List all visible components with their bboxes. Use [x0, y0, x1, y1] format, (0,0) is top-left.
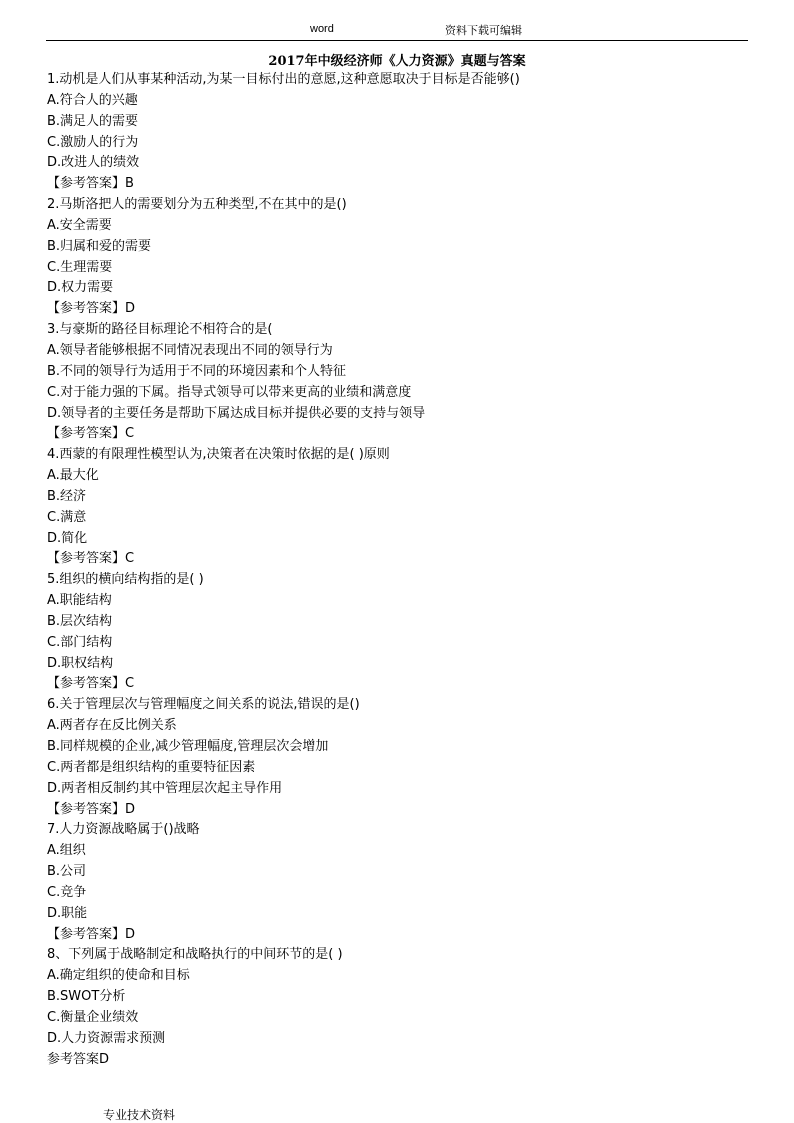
option-line: B.SWOT分析 [47, 989, 126, 1005]
question-line: 7.人力资源战略属于()战略 [47, 822, 200, 838]
question-line: 8、下列属于战略制定和战略执行的中间环节的是( ) [47, 947, 343, 963]
document-body [47, 70, 747, 1071]
option-line: C.激励人的行为 [47, 134, 139, 150]
answer-line: 参考答案D [47, 1051, 110, 1067]
option-line: A.最大化 [47, 468, 99, 484]
header-word-label: word [310, 23, 334, 35]
question-line: 3.与豪斯的路径目标理论不相符合的是( [47, 322, 273, 338]
answer-line: 【参考答案】C [47, 551, 135, 567]
option-line: A.安全需要 [47, 217, 112, 233]
option-line: C.衡量企业绩效 [47, 1009, 139, 1025]
page-footer: 专业技术资料 [103, 1108, 176, 1122]
option-line: D.职权结构 [47, 655, 114, 671]
option-line: A.领导者能够根据不同情况表现出不同的领导行为 [47, 342, 333, 358]
option-line: C.生理需要 [47, 259, 113, 275]
option-line: D.权力需要 [47, 280, 114, 296]
option-line: A.确定组织的使命和目标 [47, 968, 190, 984]
answer-line: 【参考答案】D [47, 301, 136, 317]
option-line: B.满足人的需要 [47, 113, 139, 129]
option-line: A.组织 [47, 843, 86, 859]
answer-line: 【参考答案】D [47, 801, 136, 817]
option-line: B.同样规模的企业,减少管理幅度,管理层次会增加 [47, 739, 329, 754]
option-line: B.公司 [47, 864, 87, 880]
option-line: C.部门结构 [47, 634, 113, 650]
question-line: 6.关于管理层次与管理幅度之间关系的说法,错误的是() [47, 697, 360, 713]
page-header [46, 22, 748, 41]
option-line: C.竞争 [47, 884, 87, 900]
option-line: D.领导者的主要任务是帮助下属达成目标并提供必要的支持与领导 [47, 405, 426, 421]
option-line: D.简化 [47, 530, 88, 546]
answer-line: 【参考答案】B [47, 176, 134, 192]
option-line: C.满意 [47, 509, 87, 525]
option-line: B.层次结构 [47, 613, 113, 629]
question-line: 5.组织的横向结构指的是( ) [47, 572, 204, 588]
option-line: D.人力资源需求预测 [47, 1030, 166, 1046]
answer-line: 【参考答案】C [47, 676, 135, 692]
option-line: A.两者存在反比例关系 [47, 718, 177, 734]
question-line: 2.马斯洛把人的需要划分为五种类型,不在其中的是() [47, 197, 347, 213]
option-line: B.不同的领导行为适用于不同的环境因素和个人特征 [47, 363, 347, 379]
option-line: D.职能 [47, 905, 88, 921]
option-line: B.经济 [47, 488, 87, 504]
option-line: C.对于能力强的下属。指导式领导可以带来更高的业绩和满意度 [47, 384, 412, 400]
question-line: 1.动机是人们从事某种活动,为某一目标付出的意愿,这种意愿取决于目标是否能够() [47, 72, 520, 87]
answer-line: 【参考答案】D [47, 926, 136, 942]
option-line: C.两者都是组织结构的重要特征因素 [47, 759, 256, 775]
header-note: 资料下载可编辑 [445, 24, 522, 37]
option-line: A.符合人的兴趣 [47, 92, 138, 108]
question-line: 4.西蒙的有限理性模型认为,决策者在决策时依据的是( )原则 [47, 447, 390, 463]
document-title: 2017年中级经济师《人力资源》真题与答案 [268, 54, 526, 69]
option-line: A.职能结构 [47, 593, 112, 609]
answer-line: 【参考答案】C [47, 426, 135, 442]
option-line: D.两者相反制约其中管理层次起主导作用 [47, 780, 283, 796]
option-line: D.改进人的绩效 [47, 155, 140, 171]
option-line: B.归属和爱的需要 [47, 238, 152, 254]
